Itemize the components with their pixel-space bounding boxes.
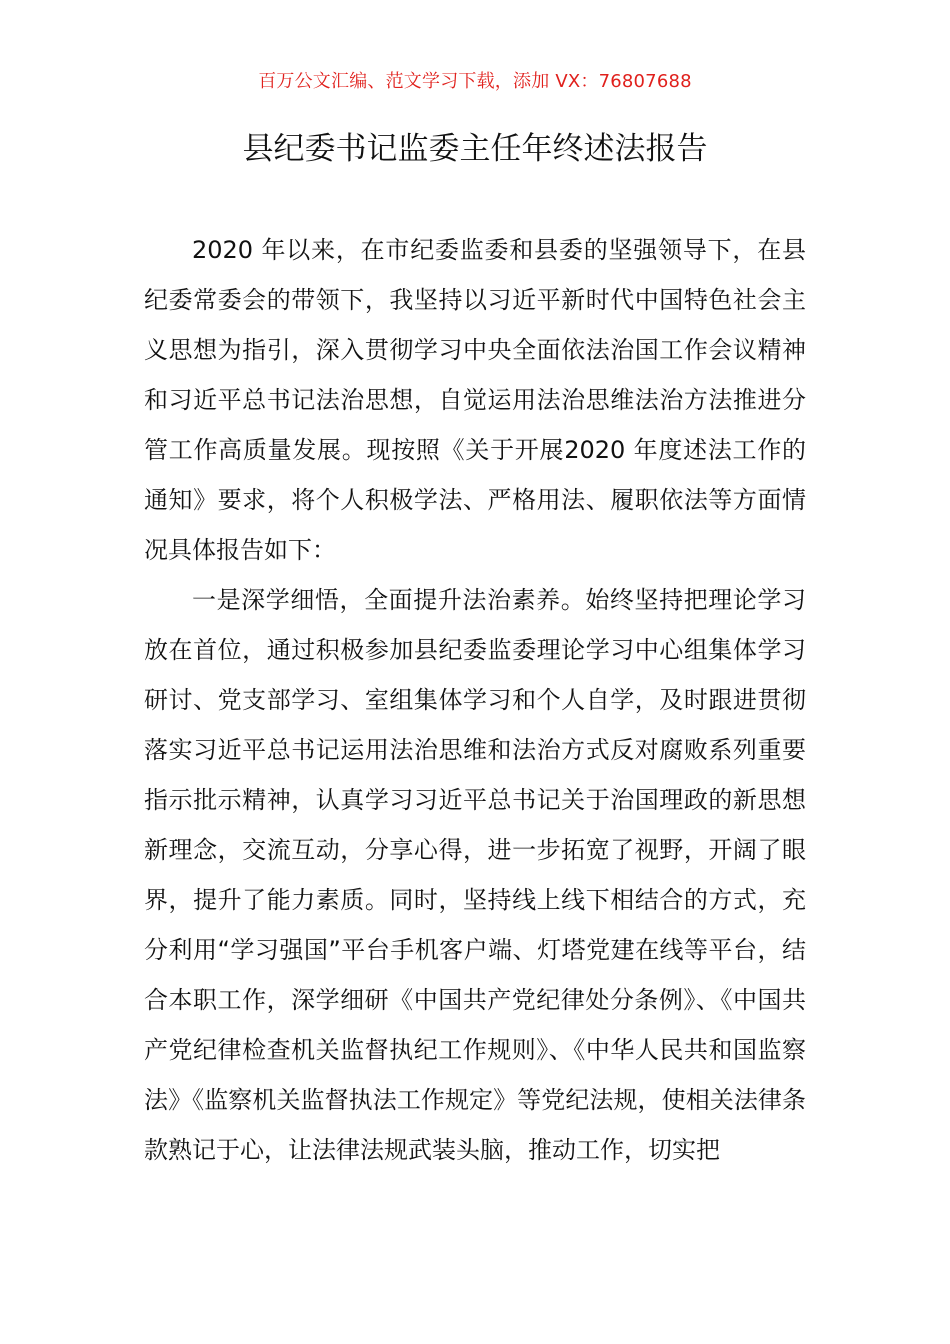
paragraph-study: 一是深学细悟，全面提升法治素养。始终坚持把理论学习放在首位，通过积极参加县纪委监委理论学习中心组集体学习研讨、党支部学习、室组集体学习和个人自学，及时跟进贯彻落实习近平总书记运用法治思维和法治方式反对腐败系列重要指示批示精神，认真学习习近平总书记关于治国理政的新思想新理念，交流互动，分享心得，进一步拓宽了视野，开阔了眼界，提升了能力素质。同时，坚持线上线下相结合的方式，充分利用“学习强国”平台手机客户端、灯塔党建在线等平台，结合本职工作，深学细研《中国共产党纪律处分条例》、《中国共产党纪律检查机关监督执纪工作规则》、《中华人民共和国监察法》《监察机关监督执法工作规定》等党纪法规，使相关法律条款熟记于心，让法律法规武装头脑，推动工作，切实把 — [144, 586, 806, 1164]
document-body — [144, 225, 806, 1175]
paragraph-intro: 2020 年以来，在市纪委监委和县委的坚强领导下，在县纪委常委会的带领下，我坚持以习近平新时代中国特色社会主义思想为指引，深入贯彻学习中央全面依法治国工作会议精神和习近平总书记法治思想，自觉运用法治思维法治方法推进分管工作高质量发展。现按照《关于开展2020 年度述法工作的通知》要求，将个人积极学法、严格用法、履职依法等方面情况具体报告如下： — [144, 236, 806, 564]
document-title: 县纪委书记监委主任年终述法报告 — [242, 131, 708, 167]
header-note: 百万公文汇编、范文学习下载，添加 VX：76807688 — [258, 71, 692, 92]
